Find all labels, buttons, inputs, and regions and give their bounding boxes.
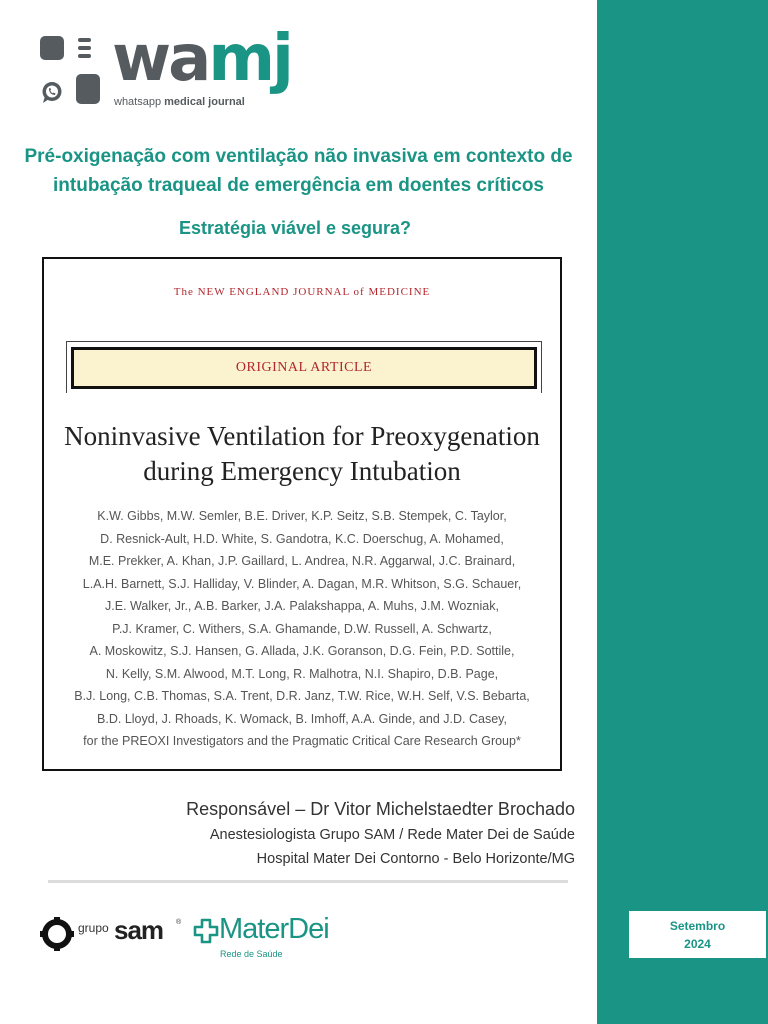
date-month: Setembro: [669, 918, 726, 933]
page-subtitle: Estratégia viável e segura?: [178, 218, 412, 238]
responsible-hospital: Hospital Mater Dei Contorno - Belo Horizonte/MG: [256, 851, 575, 867]
sam-ring-icon: [40, 917, 74, 951]
divider: [48, 880, 568, 883]
author-line: for the PREOXI Investigators and the Pragmatic Critical Care Research Group*: [83, 734, 521, 748]
author-line: D. Resnick-Ault, H.D. White, S. Gandotra, K.C. Doerschug, A. Mohamed,: [100, 531, 504, 546]
responsible-role: Anestesiologista Grupo SAM / Rede Mater Dei de Saúde: [209, 827, 575, 843]
author-line: N. Kelly, S.M. Alwood, M.T. Long, R. Malhotra, N.I. Shapiro, D.B. Page,: [105, 666, 499, 681]
materdei-logo: MaterDei Rede de Saúde: [193, 913, 343, 963]
author-line: K.W. Gibbs, M.W. Semler, B.E. Driver, K.P. Seitz, S.B. Stempek, C. Taylor,: [97, 509, 507, 523]
cross-icon: [193, 918, 219, 944]
author-line: B.J. Long, C.B. Thomas, S.A. Trent, D.R. Janz, T.W. Rice, W.H. Self, V.S. Bebarta,: [74, 689, 530, 703]
journal-name: The NEW ENGLAND JOURNAL of MEDICINE: [173, 286, 431, 298]
logo-bar-icon: [78, 46, 91, 50]
whatsapp-icon: [40, 80, 64, 104]
logo-bar-icon: [78, 54, 91, 58]
wamj-logo: [40, 22, 310, 115]
author-list: [44, 505, 560, 753]
date-badge: [629, 911, 766, 958]
author-line: L.A.H. Barnett, S.J. Halliday, V. Blinder, A. Dagan, M.R. Whitson, S.G. Schauer,: [82, 576, 522, 591]
author-line: A. Moskowitz, S.J. Hansen, G. Allada, J.K. Goranson, D.G. Fein, P.D. Sottile,: [89, 644, 515, 658]
teal-sidebar: [597, 0, 768, 1024]
wamj-tagline: whatsapp medical journal: [114, 96, 245, 108]
article-title: Noninvasive Ventilation for Preoxygenation during Emergency Intubation: [64, 421, 540, 486]
date-year: 2024: [684, 936, 711, 951]
page-title: Pré-oxigenação com ventilação não invasiva em contexto de intubação traqueal de emergência em doentes críticos: [24, 146, 573, 196]
article-snapshot: [42, 257, 562, 771]
responsible-name: Responsável – Dr Vitor Michelstaedter Brochado: [186, 799, 575, 819]
responsible-block: [0, 795, 575, 871]
author-line: B.D. Lloyd, J. Rhoads, K. Womack, B. Imhoff, A.A. Ginde, and J.D. Casey,: [97, 711, 507, 726]
author-line: M.E. Prekker, A. Khan, J.P. Gaillard, L. Andrea, N.R. Aggarwal, J.C. Brainard,: [88, 554, 516, 568]
logo-square-icon: [40, 36, 64, 60]
section-label: ORIGINAL ARTICLE: [71, 347, 537, 389]
grupo-sam-logo: grupo sam ®: [40, 915, 190, 955]
logo-square-icon: [76, 74, 100, 104]
author-line: J.E. Walker, Jr., A.B. Barker, J.A. Palakshappa, A. Muhs, J.M. Wozniak,: [105, 599, 499, 613]
author-line: P.J. Kramer, C. Withers, S.A. Ghamande, D.W. Russell, A. Schwartz,: [112, 621, 492, 636]
logo-bar-icon: [78, 38, 91, 42]
wamj-wordmark: wamj: [112, 22, 291, 96]
